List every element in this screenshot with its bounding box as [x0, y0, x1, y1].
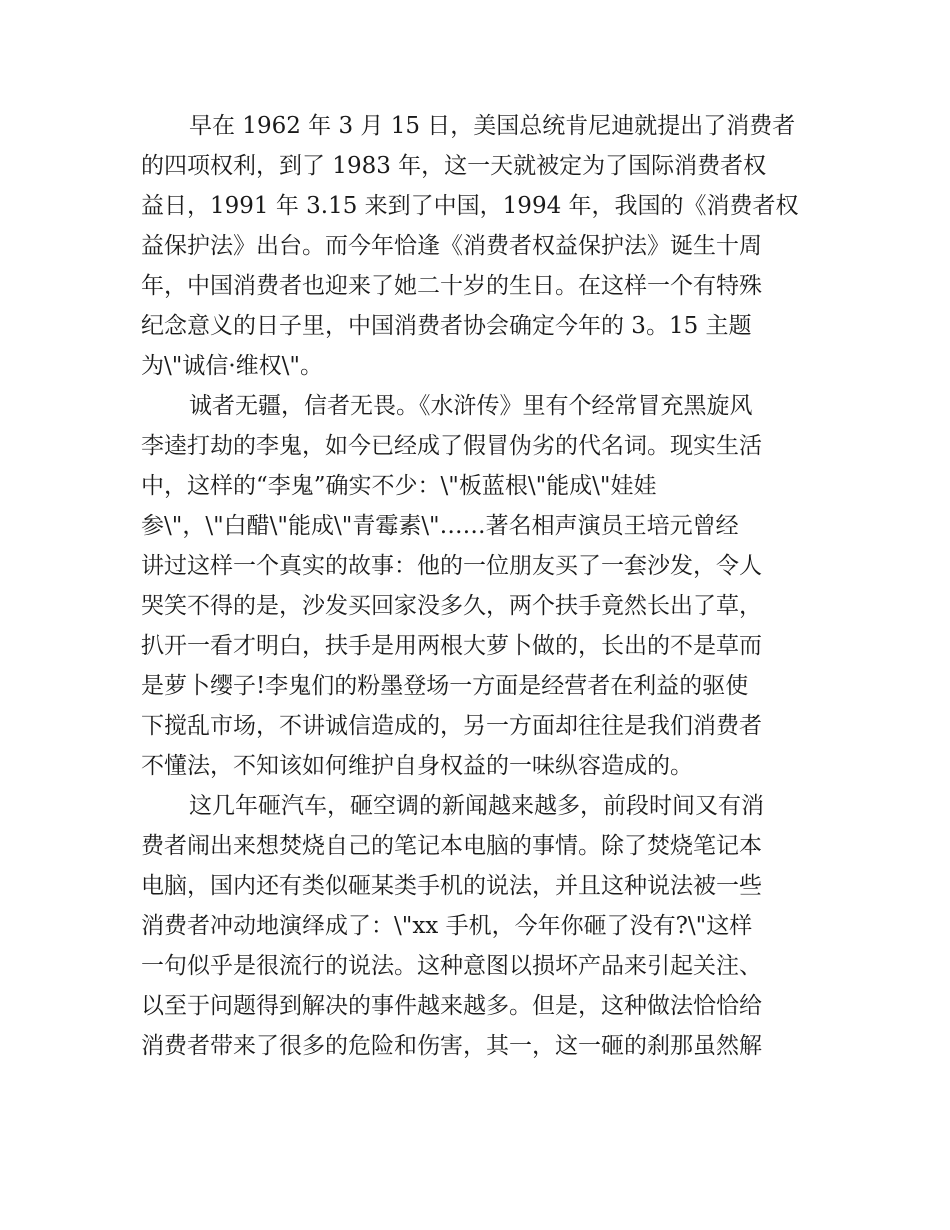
text-line: 哭笑不得的是，沙发买回家没多久，两个扶手竟然长出了草，	[141, 593, 762, 619]
text-line: 诚者无疆，信者无畏。《水浒传》里有个经常冒充黑旋风	[189, 393, 753, 419]
text-line: 消费者冲动地演绎成了：\"xx 手机，今年你砸了没有?\"这样	[141, 913, 753, 939]
text-line: 益保护法》出台。而今年恰逢《消费者权益保护法》诞生十周	[141, 233, 762, 259]
text-line: 李逵打劫的李鬼，如今已经成了假冒伪劣的代名词。现实生活	[141, 433, 762, 459]
paragraph-1	[141, 106, 821, 386]
document-body	[141, 106, 821, 1066]
text-line: 为\"诚信·维权\"。	[141, 353, 323, 379]
text-line: 这几年砸汽车，砸空调的新闻越来越多，前段时间又有消	[189, 793, 764, 819]
text-line: 消费者带来了很多的危险和伤害，其一，这一砸的刹那虽然解	[141, 1033, 762, 1059]
text-line: 早在 1962 年 3 月 15 日，美国总统肯尼迪就提出了消费者	[189, 113, 796, 139]
text-line: 是萝卜缨子!李鬼们的粉墨登场一方面是经营者在利益的驱使	[141, 673, 749, 699]
text-line: 下搅乱市场，不讲诚信造成的，另一方面却往往是我们消费者	[141, 713, 762, 739]
text-line: 纪念意义的日子里，中国消费者协会确定今年的 3。15 主题	[141, 313, 752, 339]
text-line: 年，中国消费者也迎来了她二十岁的生日。在这样一个有特殊	[141, 273, 762, 299]
text-line: 参\"，\"白醋\"能成\"青霉素\"……著名相声演员王培元曾经	[141, 513, 739, 539]
text-line: 扒开一看才明白，扶手是用两根大萝卜做的，长出的不是草而	[141, 633, 762, 659]
text-line: 益日，1991 年 3.15 来到了中国，1994 年，我国的《消费者权	[141, 193, 799, 219]
paragraph-2	[141, 386, 821, 786]
text-line: 中，这样的“李鬼”确实不少：\"板蓝根\"能成\"娃娃	[141, 473, 657, 499]
text-line: 费者闹出来想焚烧自己的笔记本电脑的事情。除了焚烧笔记本	[141, 833, 762, 859]
paragraph-3	[141, 786, 821, 1066]
text-line: 讲过这样一个真实的故事：他的一位朋友买了一套沙发，令人	[141, 553, 762, 579]
text-line: 电脑，国内还有类似砸某类手机的说法，并且这种说法被一些	[141, 873, 762, 899]
text-line: 的四项权利，到了 1983 年，这一天就被定为了国际消费者权	[141, 153, 767, 179]
text-line: 不懂法，不知该如何维护自身权益的一味纵容造成的。	[141, 753, 693, 779]
text-line: 一句似乎是很流行的说法。这种意图以损坏产品来引起关注、	[141, 953, 762, 979]
text-line: 以至于问题得到解决的事件越来越多。但是，这种做法恰恰给	[141, 993, 762, 1019]
